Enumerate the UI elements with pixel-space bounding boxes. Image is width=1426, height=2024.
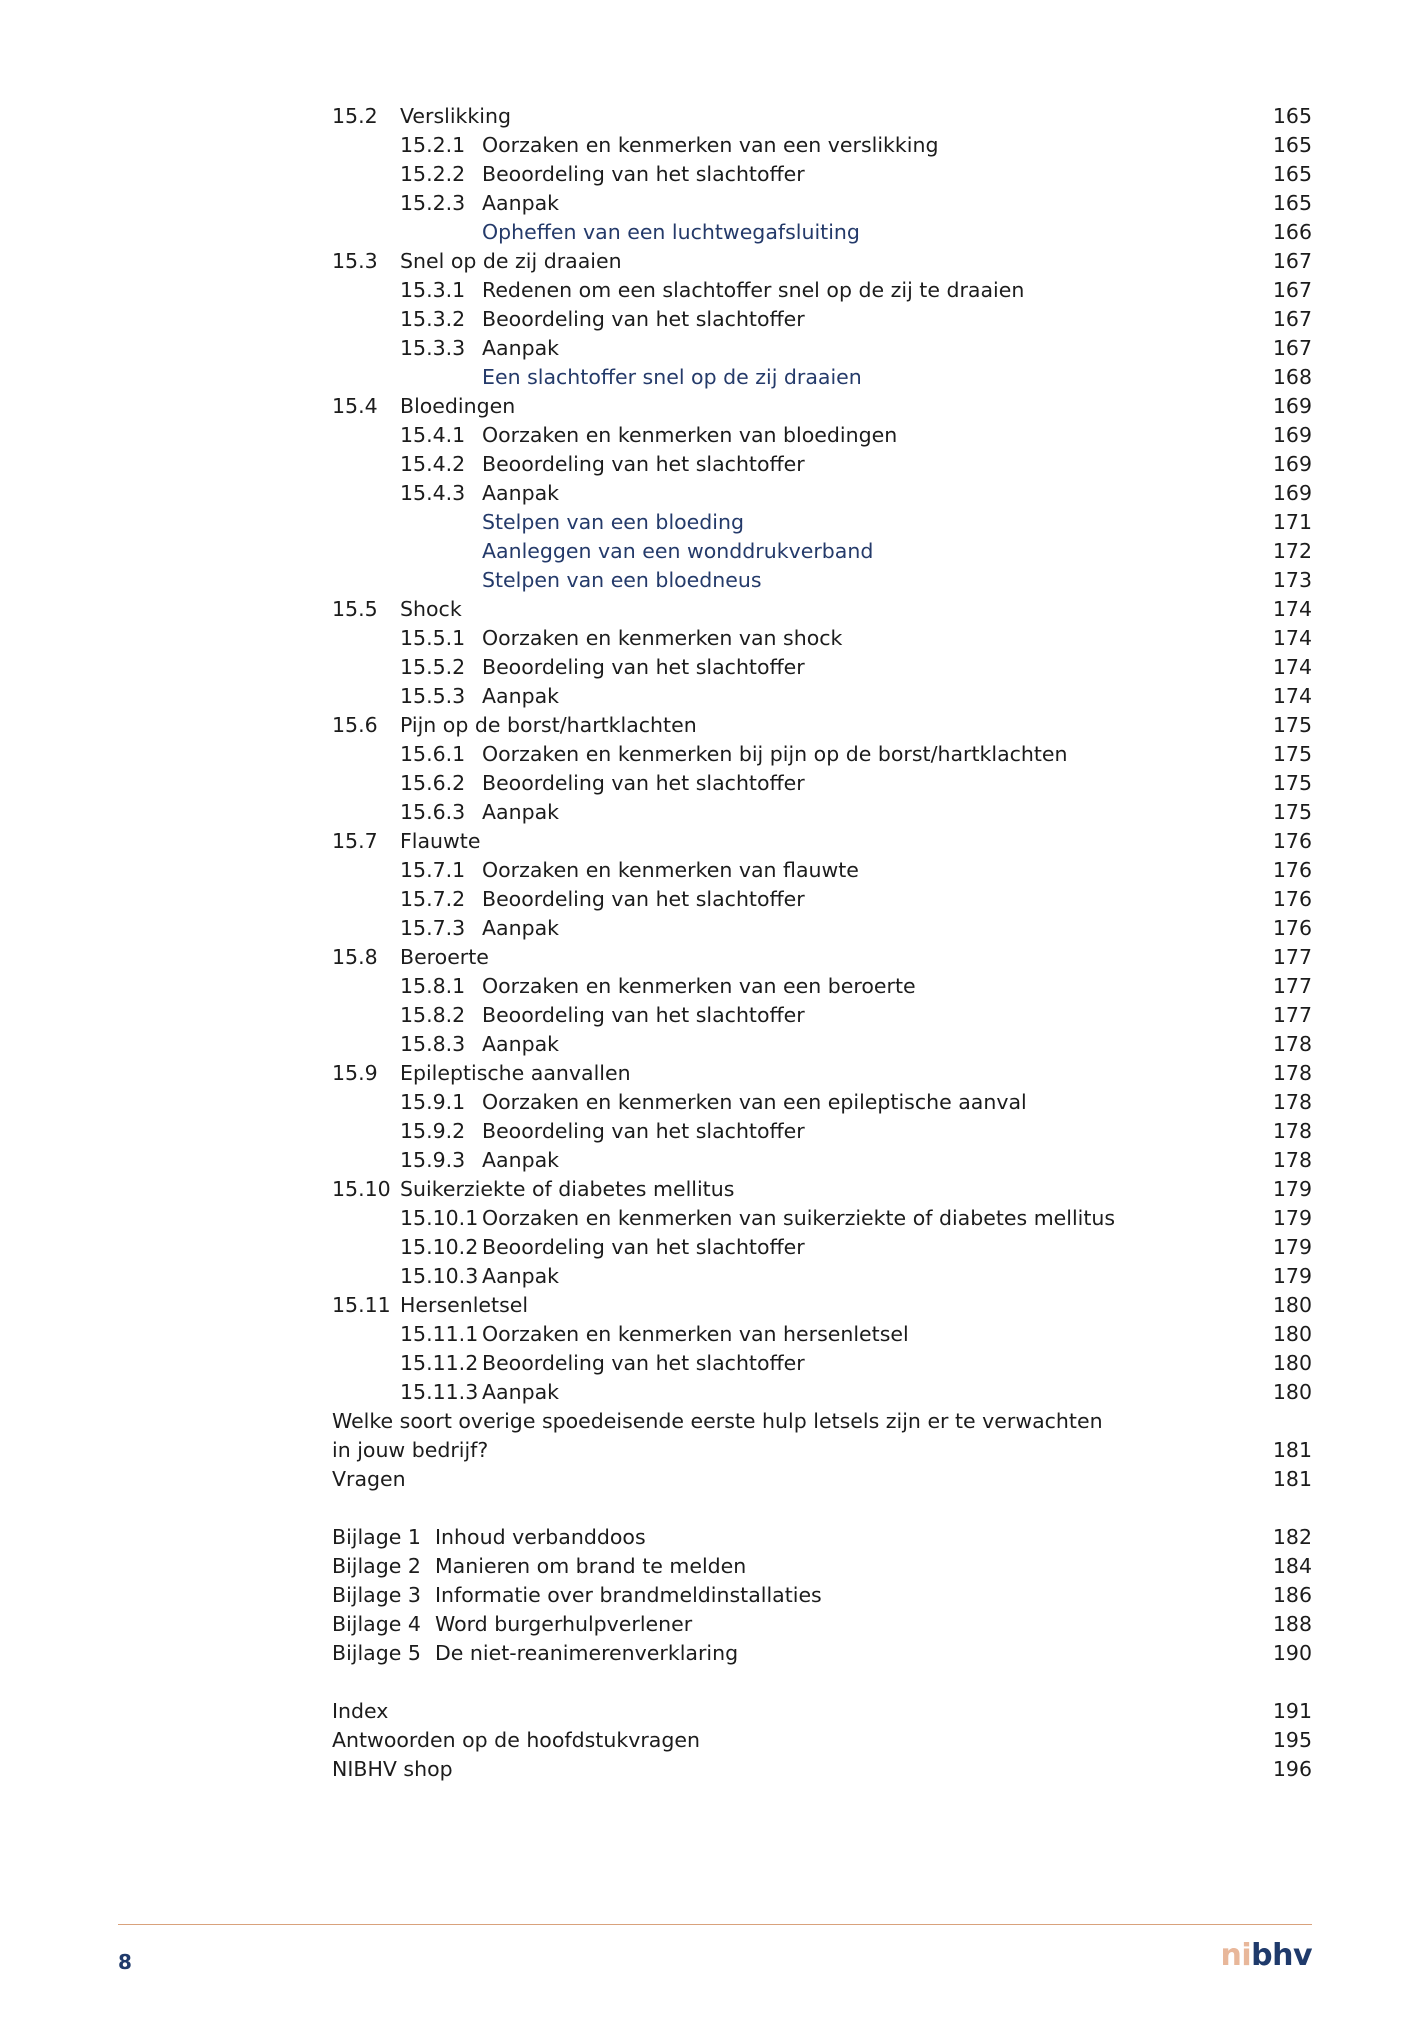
toc-entry-title: Beoordeling van het slachtoffer xyxy=(482,771,805,795)
toc-link-entry[interactable] xyxy=(332,508,1312,537)
toc-entry-title: Manieren om brand te melden xyxy=(435,1554,747,1578)
toc-entry-number: 15.7.2 xyxy=(400,887,466,911)
toc-entry xyxy=(332,914,1312,943)
toc-entry-page: 195 xyxy=(1272,1728,1312,1752)
toc-entry-number: 15.3.2 xyxy=(400,307,466,331)
toc-entry-title: Beoordeling van het slachtoffer xyxy=(482,1119,805,1143)
toc-entry-page: 180 xyxy=(1272,1380,1312,1404)
toc-entry-number: 15.4.2 xyxy=(400,452,466,476)
toc-entry xyxy=(332,1581,1312,1610)
toc-entry-number: Bijlage 2 xyxy=(332,1554,421,1578)
toc-entry-page: 176 xyxy=(1272,887,1312,911)
toc-entry xyxy=(332,972,1312,1001)
toc-entry-page: 178 xyxy=(1272,1119,1312,1143)
toc-entry-title: Aanpak xyxy=(482,191,560,215)
toc-entry-number: 15.8.3 xyxy=(400,1032,466,1056)
toc-entry xyxy=(332,827,1312,856)
toc-entry-page: 176 xyxy=(1272,916,1312,940)
nibhv-logo xyxy=(1220,1938,1312,1973)
toc-entry xyxy=(332,1378,1312,1407)
toc-entry xyxy=(332,247,1312,276)
toc-entry-page: 184 xyxy=(1272,1554,1312,1578)
toc-entry xyxy=(332,1262,1312,1291)
toc-entry xyxy=(332,1465,1312,1494)
toc-entry-title: Oorzaken en kenmerken van een beroerte xyxy=(482,974,916,998)
logo-ni: ni xyxy=(1220,1938,1252,1973)
toc-entry-title: Oorzaken en kenmerken bij pijn op de borst/hartklachten xyxy=(482,742,1068,766)
toc-entry-page: 175 xyxy=(1272,742,1312,766)
toc-entry xyxy=(332,1291,1312,1320)
toc-entry-page: 179 xyxy=(1272,1264,1312,1288)
toc-entry-title[interactable]: Opheffen van een luchtwegafsluiting xyxy=(482,220,860,244)
toc-entry-number: 15.3 xyxy=(332,249,378,273)
toc-entry-title: Flauwte xyxy=(400,829,481,853)
toc-entry-number: 15.6.3 xyxy=(400,800,466,824)
toc-entry-title: Oorzaken en kenmerken van bloedingen xyxy=(482,423,898,447)
toc-entry xyxy=(332,160,1312,189)
toc-entry-number: 15.10 xyxy=(332,1177,391,1201)
toc-entry-number: 15.8.2 xyxy=(400,1003,466,1027)
toc-entry-page: 181 xyxy=(1272,1467,1312,1491)
toc-entry xyxy=(332,1407,1312,1436)
page-number: 8 xyxy=(118,1950,132,1974)
toc-entry xyxy=(332,1117,1312,1146)
toc-entry-page: 167 xyxy=(1272,249,1312,273)
toc-entry-page: 169 xyxy=(1272,452,1312,476)
toc-entry-page: 169 xyxy=(1272,423,1312,447)
footer-divider xyxy=(118,1924,1312,1925)
toc-entry xyxy=(332,305,1312,334)
toc-entry-page: 177 xyxy=(1272,974,1312,998)
toc-entry xyxy=(332,450,1312,479)
toc-entry-title: Word burgerhulpverlener xyxy=(435,1612,693,1636)
toc-entry-number: 15.11.3 xyxy=(400,1380,479,1404)
toc-entry xyxy=(332,798,1312,827)
toc-entry-page: 173 xyxy=(1272,568,1312,592)
toc-entry xyxy=(332,1552,1312,1581)
toc-entry-number: Bijlage 1 xyxy=(332,1525,421,1549)
toc-entry-page: 186 xyxy=(1272,1583,1312,1607)
toc-entry-page: 179 xyxy=(1272,1206,1312,1230)
toc-entry-title: Oorzaken en kenmerken van flauwte xyxy=(482,858,859,882)
toc-entry xyxy=(332,624,1312,653)
toc-link-entry[interactable] xyxy=(332,537,1312,566)
toc-entry-page: 180 xyxy=(1272,1293,1312,1317)
toc-entry xyxy=(332,856,1312,885)
toc-entry xyxy=(332,131,1312,160)
toc-entry-number: 15.11.1 xyxy=(400,1322,479,1346)
toc-entry xyxy=(332,1204,1312,1233)
toc-entry-number: 15.10.2 xyxy=(400,1235,479,1259)
toc-entry-title[interactable]: Een slachtoffer snel op de zij draaien xyxy=(482,365,862,389)
toc-entry xyxy=(332,1755,1312,1784)
toc-entry-title: Oorzaken en kenmerken van shock xyxy=(482,626,843,650)
toc-entry-number: 15.6.2 xyxy=(400,771,466,795)
toc-entry-title: Beoordeling van het slachtoffer xyxy=(482,452,805,476)
toc-entry xyxy=(332,1436,1312,1465)
toc-entry-page: 171 xyxy=(1272,510,1312,534)
toc-entry-page: 166 xyxy=(1272,220,1312,244)
toc-entry xyxy=(332,1320,1312,1349)
toc-entry-title: Aanpak xyxy=(482,684,560,708)
toc-entry-page: 169 xyxy=(1272,481,1312,505)
toc-entry-title: Aanpak xyxy=(482,481,560,505)
toc-entry-page: 175 xyxy=(1272,713,1312,737)
toc-entry-title: Bloedingen xyxy=(400,394,516,418)
toc-entry xyxy=(332,769,1312,798)
toc-entry-page: 174 xyxy=(1272,684,1312,708)
toc-entry-page: 169 xyxy=(1272,394,1312,418)
toc-entry-page: 175 xyxy=(1272,771,1312,795)
toc-entry-page: 178 xyxy=(1272,1032,1312,1056)
toc-entry-number: 15.2.2 xyxy=(400,162,466,186)
toc-entry-page: 174 xyxy=(1272,597,1312,621)
toc-entry xyxy=(332,1059,1312,1088)
toc-link-entry[interactable] xyxy=(332,363,1312,392)
toc-entry-page: 165 xyxy=(1272,162,1312,186)
toc-link-entry[interactable] xyxy=(332,218,1312,247)
toc-entry xyxy=(332,885,1312,914)
toc-entry-title: Beoordeling van het slachtoffer xyxy=(482,655,805,679)
toc-entry xyxy=(332,1523,1312,1552)
toc-entry-page: 176 xyxy=(1272,829,1312,853)
toc-entry-title: Beoordeling van het slachtoffer xyxy=(482,887,805,911)
toc-entry-number: 15.7.1 xyxy=(400,858,466,882)
toc-entry-page: 191 xyxy=(1272,1699,1312,1723)
toc-entry-page: 167 xyxy=(1272,278,1312,302)
toc-entry-title: Beoordeling van het slachtoffer xyxy=(482,1003,805,1027)
toc-entry xyxy=(332,740,1312,769)
toc-entry-title[interactable]: Stelpen van een bloedneus xyxy=(482,568,762,592)
toc-entry-number: 15.6.1 xyxy=(400,742,466,766)
toc-entry-title: Aanpak xyxy=(482,916,560,940)
logo-bhv: bhv xyxy=(1251,1938,1312,1973)
toc-entry-number: 15.4.1 xyxy=(400,423,466,447)
toc-entry-number: 15.5 xyxy=(332,597,378,621)
toc-entry-number: 15.7.3 xyxy=(400,916,466,940)
toc-entry-number: 15.5.1 xyxy=(400,626,466,650)
toc-entry-title: Beoordeling van het slachtoffer xyxy=(482,307,805,331)
toc-entry-page: 188 xyxy=(1272,1612,1312,1636)
toc-entry-page: 182 xyxy=(1272,1525,1312,1549)
toc-entry-title: Informatie over brandmeldinstallaties xyxy=(435,1583,822,1607)
toc-entry xyxy=(332,421,1312,450)
toc-entry-number: 15.9 xyxy=(332,1061,378,1085)
toc-entry-number: 15.4.3 xyxy=(400,481,466,505)
toc-entry-number: 15.5.3 xyxy=(400,684,466,708)
toc-entry-title: Beroerte xyxy=(400,945,489,969)
toc-entry xyxy=(332,102,1312,131)
toc-entry xyxy=(332,711,1312,740)
toc-entry-number: 15.2 xyxy=(332,104,378,128)
toc-entry-title: Oorzaken en kenmerken van hersenletsel xyxy=(482,1322,909,1346)
toc-entry-title: Redenen om een slachtoffer snel op de zij te draaien xyxy=(482,278,1025,302)
toc-entry-page: 178 xyxy=(1272,1148,1312,1172)
toc-entry xyxy=(332,943,1312,972)
toc-entry-page: 174 xyxy=(1272,626,1312,650)
toc-entry-number: 15.9.2 xyxy=(400,1119,466,1143)
toc-entry-number: 15.11.2 xyxy=(400,1351,479,1375)
toc-entry-number: 15.3.3 xyxy=(400,336,466,360)
toc-entry-title: Aanpak xyxy=(482,1380,560,1404)
toc-spacer xyxy=(332,1668,1312,1697)
toc-entry xyxy=(332,479,1312,508)
toc-entry-title: Welke soort overige spoedeisende eerste hulp letsels zijn er te verwachten xyxy=(332,1409,1103,1433)
toc-entry-number: 15.2.3 xyxy=(400,191,466,215)
toc-entry-page: 181 xyxy=(1272,1438,1312,1462)
toc-entry-page: 180 xyxy=(1272,1322,1312,1346)
toc-entry-page: 167 xyxy=(1272,307,1312,331)
toc-entry-title: Antwoorden op de hoofdstukvragen xyxy=(332,1728,700,1752)
toc-entry-title[interactable]: Stelpen van een bloeding xyxy=(482,510,745,534)
table-of-contents xyxy=(332,102,1312,1784)
toc-entry-page: 165 xyxy=(1272,191,1312,215)
toc-entry-number: 15.8.1 xyxy=(400,974,466,998)
toc-entry-page: 175 xyxy=(1272,800,1312,824)
toc-entry xyxy=(332,1233,1312,1262)
toc-entry-page: 168 xyxy=(1272,365,1312,389)
toc-entry-title: Oorzaken en kenmerken van een verslikking xyxy=(482,133,939,157)
toc-entry xyxy=(332,1030,1312,1059)
toc-entry xyxy=(332,392,1312,421)
toc-entry-number: 15.4 xyxy=(332,394,378,418)
toc-entry-number: 15.6 xyxy=(332,713,378,737)
toc-entry xyxy=(332,1349,1312,1378)
toc-entry-title: Suikerziekte of diabetes mellitus xyxy=(400,1177,735,1201)
toc-entry-page: 165 xyxy=(1272,104,1312,128)
toc-entry-title: in jouw bedrijf? xyxy=(332,1438,489,1462)
toc-entry-title: Oorzaken en kenmerken van suikerziekte of diabetes mellitus xyxy=(482,1206,1116,1230)
toc-entry-page: 179 xyxy=(1272,1235,1312,1259)
toc-entry-title: Hersenletsel xyxy=(400,1293,529,1317)
toc-entry xyxy=(332,1175,1312,1204)
toc-entry-page: 180 xyxy=(1272,1351,1312,1375)
toc-spacer xyxy=(332,1494,1312,1523)
toc-entry-page: 178 xyxy=(1272,1061,1312,1085)
toc-entry xyxy=(332,1088,1312,1117)
toc-entry-title: Pijn op de borst/hartklachten xyxy=(400,713,697,737)
toc-entry xyxy=(332,1146,1312,1175)
toc-entry-page: 167 xyxy=(1272,336,1312,360)
toc-entry-title: Beoordeling van het slachtoffer xyxy=(482,162,805,186)
toc-entry-page: 176 xyxy=(1272,858,1312,882)
toc-entry xyxy=(332,334,1312,363)
toc-entry-title: Aanpak xyxy=(482,1264,560,1288)
toc-entry-title: Verslikking xyxy=(400,104,511,128)
toc-entry-number: 15.2.1 xyxy=(400,133,466,157)
toc-entry-number: Bijlage 4 xyxy=(332,1612,421,1636)
toc-entry-number: Bijlage 5 xyxy=(332,1641,421,1665)
toc-entry-number: 15.10.3 xyxy=(400,1264,479,1288)
toc-entry-title: Beoordeling van het slachtoffer xyxy=(482,1351,805,1375)
toc-entry-title: Inhoud verbanddoos xyxy=(435,1525,646,1549)
toc-entry-title: NIBHV shop xyxy=(332,1757,453,1781)
toc-entry-number: 15.9.3 xyxy=(400,1148,466,1172)
toc-entry-title: Snel op de zij draaien xyxy=(400,249,622,273)
toc-entry-page: 177 xyxy=(1272,1003,1312,1027)
toc-entry-number: 15.9.1 xyxy=(400,1090,466,1114)
toc-entry-number: 15.8 xyxy=(332,945,378,969)
toc-entry-page: 174 xyxy=(1272,655,1312,679)
toc-entry xyxy=(332,1726,1312,1755)
toc-entry xyxy=(332,653,1312,682)
toc-entry xyxy=(332,189,1312,218)
toc-entry-number: 15.7 xyxy=(332,829,378,853)
toc-entry-title: Epileptische aanvallen xyxy=(400,1061,631,1085)
toc-entry-page: 172 xyxy=(1272,539,1312,563)
toc-entry xyxy=(332,276,1312,305)
toc-entry-number: Bijlage 3 xyxy=(332,1583,421,1607)
toc-entry-title: Aanpak xyxy=(482,800,560,824)
toc-entry-page: 190 xyxy=(1272,1641,1312,1665)
toc-entry-title: Vragen xyxy=(332,1467,406,1491)
toc-entry-title: Oorzaken en kenmerken van een epileptische aanval xyxy=(482,1090,1027,1114)
toc-entry-title: Beoordeling van het slachtoffer xyxy=(482,1235,805,1259)
toc-entry xyxy=(332,1001,1312,1030)
toc-entry-page: 178 xyxy=(1272,1090,1312,1114)
toc-entry xyxy=(332,595,1312,624)
toc-entry-page: 179 xyxy=(1272,1177,1312,1201)
toc-entry-title: De niet-reanimerenverklaring xyxy=(435,1641,739,1665)
toc-entry-page: 196 xyxy=(1272,1757,1312,1781)
toc-entry-number: 15.5.2 xyxy=(400,655,466,679)
toc-entry-page: 177 xyxy=(1272,945,1312,969)
toc-entry xyxy=(332,1697,1312,1726)
toc-entry-number: 15.10.1 xyxy=(400,1206,479,1230)
toc-entry-title[interactable]: Aanleggen van een wonddrukverband xyxy=(482,539,874,563)
toc-entry-title: Index xyxy=(332,1699,389,1723)
toc-entry-title: Aanpak xyxy=(482,1032,560,1056)
toc-entry-number: 15.3.1 xyxy=(400,278,466,302)
toc-entry-number: 15.11 xyxy=(332,1293,391,1317)
toc-entry-title: Aanpak xyxy=(482,1148,560,1172)
toc-entry xyxy=(332,682,1312,711)
toc-entry xyxy=(332,1639,1312,1668)
toc-entry xyxy=(332,1610,1312,1639)
toc-link-entry[interactable] xyxy=(332,566,1312,595)
toc-entry-title: Aanpak xyxy=(482,336,560,360)
toc-entry-title: Shock xyxy=(400,597,462,621)
toc-entry-page: 165 xyxy=(1272,133,1312,157)
